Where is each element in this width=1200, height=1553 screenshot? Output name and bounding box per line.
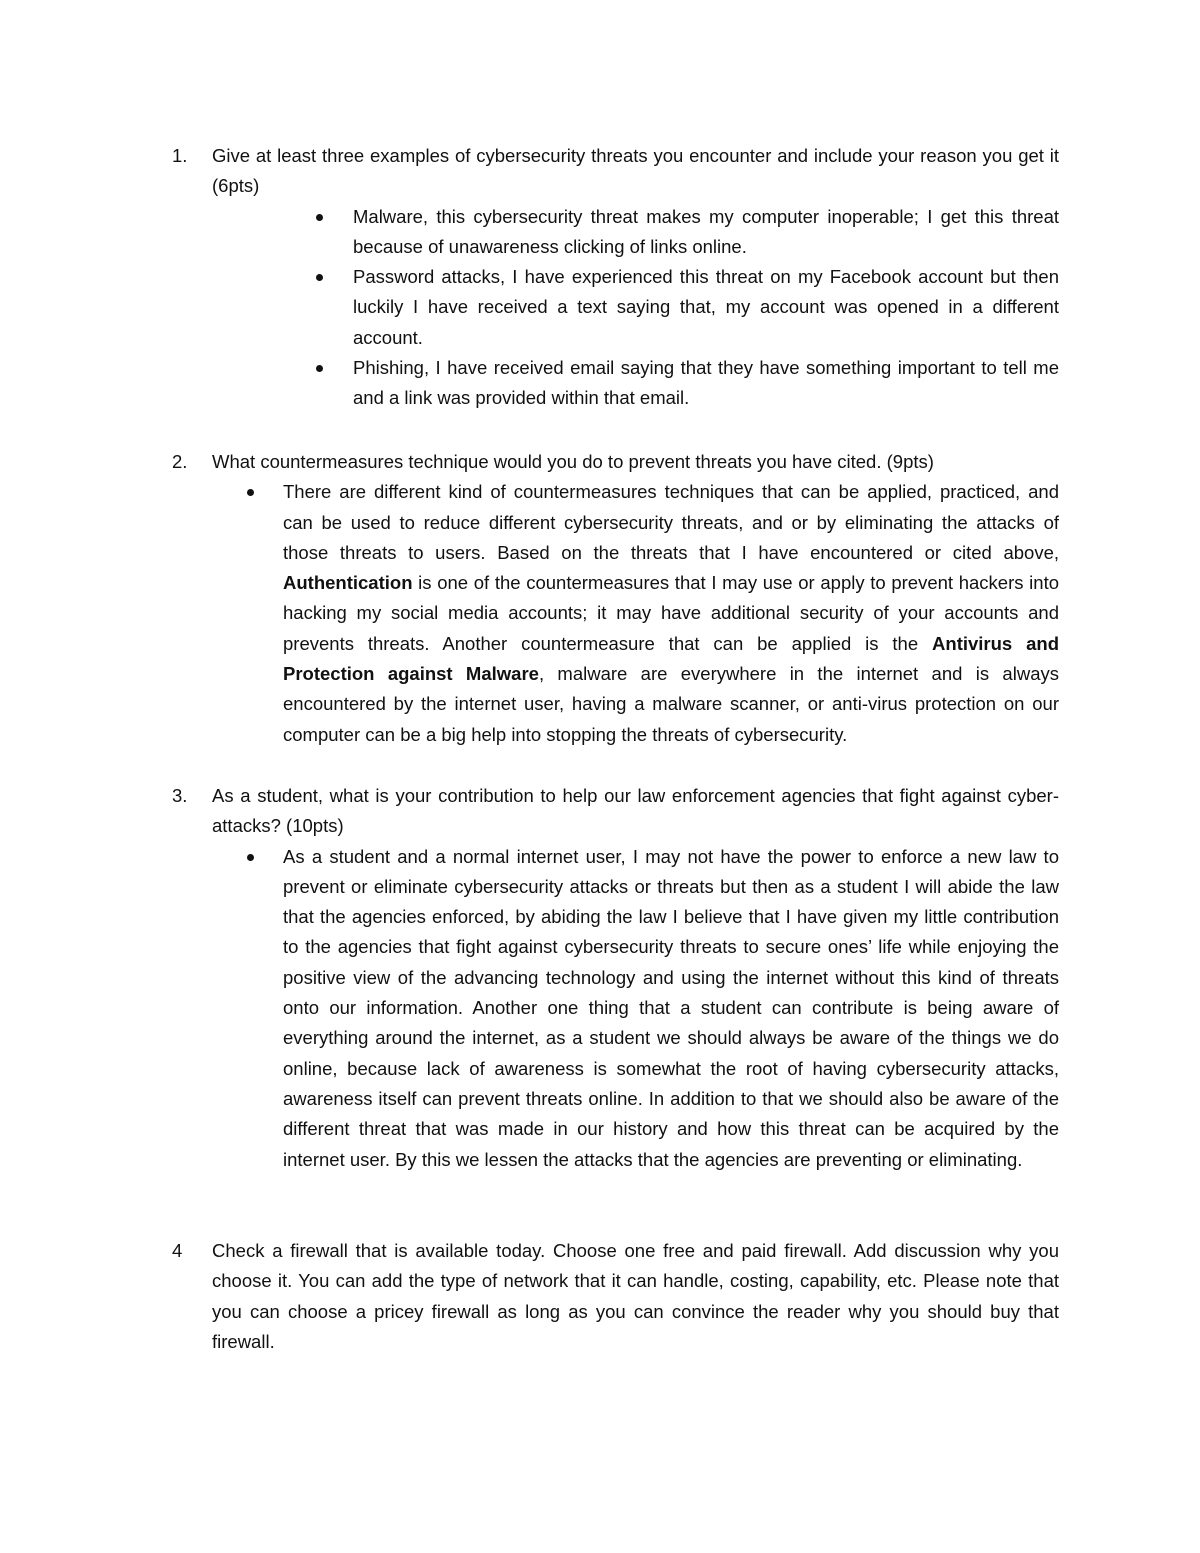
bullet-icon xyxy=(247,489,254,496)
question-2 xyxy=(172,447,1059,750)
list-item xyxy=(353,202,1059,263)
question-prompt: Give at least three examples of cybersecurity threats you encounter and include your reason you get it (6pts) xyxy=(212,145,1059,197)
list-item xyxy=(283,477,1059,750)
answer-text: As a student and a normal internet user, I may not have the power to enforce a new law to prevent or eliminate cybersecurity attacks or threats but then as a student I will abide the law that the agencies enforced, by abiding the law I believe that I have given my little contribution to the agencies that fight against cybersecurity threats to secure ones’ life while enjoying the positive view of the advancing technology and using the internet without this kind of threats onto our information. Another one thing that a student can contribute is being aware of everything around the internet, as a student we should always be aware of the things we do online, because lack of awareness is somewhat the root of having cybersecurity attacks, awareness itself can prevent threats online. In addition to that we should also be aware of the different threat that was made in our history and how this threat can be acquired by the internet user. By this we lessen the attacks that the agencies are preventing or eliminating. xyxy=(283,845,1059,1170)
answer-text-part: is one of the countermeasures that I may use or apply to prevent hackers into hacking my social media accounts; it may have additional security of your accounts and prevents threats. Another countermeasure that can be applied is the xyxy=(283,572,1059,654)
answer-list xyxy=(172,842,1059,1175)
answer-text: Phishing, I have received email saying that they have something important to tell me and a link was provided within that email. xyxy=(353,357,1059,409)
answer-bold-term: Antivirus and Protection against Malware xyxy=(283,632,1059,685)
question-number: 2. xyxy=(172,451,188,472)
answer-bold-term: Authentication xyxy=(283,572,413,594)
list-item xyxy=(353,353,1059,414)
answer-text-part: There are different kind of countermeasures techniques that can be applied, practiced, and can be used to reduce different cybersecurity threats, and or by eliminating the attacks of those threats to users. Based on the threats that I have encountered or cited above, xyxy=(283,481,1059,563)
list-item xyxy=(353,262,1059,353)
question-number: 3. xyxy=(172,785,188,806)
question-number: 4 xyxy=(172,1240,183,1261)
question-1 xyxy=(172,141,1059,414)
question-number: 1. xyxy=(172,145,188,166)
bullet-icon xyxy=(316,274,323,281)
list-item xyxy=(283,842,1059,1175)
answer-text-part: , malware are everywhere in the internet and is always encountered by the internet user, having a malware scanner, or anti-virus protection on our computer can be a big help into stopping the threats of cybersecurity. xyxy=(283,663,1059,745)
question-3 xyxy=(172,781,1059,1175)
answer-list xyxy=(172,477,1059,750)
bullet-icon xyxy=(316,214,323,221)
question-prompt: As a student, what is your contribution to help our law enforcement agencies that fight against cyber-attacks? (10pts) xyxy=(212,785,1059,837)
answer-text: Malware, this cybersecurity threat makes my computer inoperable; I get this threat because of unawareness clicking of links online. xyxy=(353,205,1059,257)
question-prompt: What countermeasures technique would you do to prevent threats you have cited. (9pts) xyxy=(212,451,934,472)
question-prompt: Check a firewall that is available today. Choose one free and paid firewall. Add discussion why you choose it. You can add the type of network that it can handle, costing, capability, etc. Please note that you can choose a pricey firewall as long as you can convince the reader why you should buy that firewall. xyxy=(212,1240,1059,1352)
bullet-icon xyxy=(316,365,323,372)
answer-list xyxy=(172,202,1059,414)
bullet-icon xyxy=(247,854,254,861)
question-4 xyxy=(172,1236,1059,1357)
answer-text: Password attacks, I have experienced this threat on my Facebook account but then luckily I have received a text saying that, my account was opened in a different account. xyxy=(353,266,1059,348)
